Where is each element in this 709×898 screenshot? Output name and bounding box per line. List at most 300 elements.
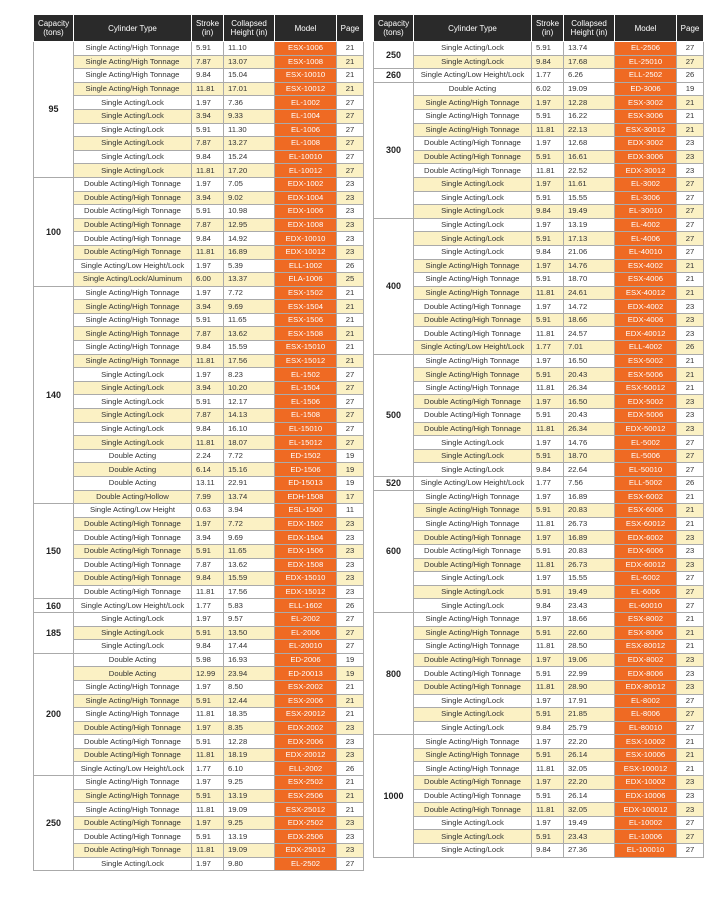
- model-cell: EL-10002: [615, 816, 677, 830]
- page-cell: 27: [337, 422, 364, 436]
- collapsed-height-cell: 22.91: [224, 477, 275, 491]
- stroke-cell: 5.91: [532, 708, 564, 722]
- table-row: [374, 572, 704, 586]
- page-cell: 21: [337, 286, 364, 300]
- model-cell: ESX-100012: [615, 762, 677, 776]
- stroke-cell: 1.97: [532, 218, 564, 232]
- collapsed-height-cell: 9.33: [224, 109, 275, 123]
- page-cell: 23: [337, 844, 364, 858]
- cylinder-type-cell: Single Acting/Lock: [74, 422, 192, 436]
- page-cell: 23: [677, 776, 704, 790]
- stroke-cell: 1.97: [532, 259, 564, 273]
- header-cylinder-type: Cylinder Type: [74, 15, 192, 42]
- table-row: [374, 422, 704, 436]
- cylinder-type-cell: Double Acting/High Tonnage: [414, 300, 532, 314]
- page-cell: 19: [337, 477, 364, 491]
- collapsed-height-cell: 18.70: [564, 449, 615, 463]
- page-cell: 23: [677, 531, 704, 545]
- collapsed-height-cell: 22.99: [564, 667, 615, 681]
- cylinder-type-cell: Double Acting/High Tonnage: [74, 245, 192, 259]
- model-cell: EL-1506: [275, 395, 337, 409]
- stroke-cell: 1.97: [532, 300, 564, 314]
- page-cell: 21: [677, 612, 704, 626]
- model-cell: ESX-50012: [615, 381, 677, 395]
- collapsed-height-cell: 13.07: [224, 55, 275, 69]
- page-cell: 21: [337, 82, 364, 96]
- stroke-cell: 11.81: [532, 762, 564, 776]
- stroke-cell: 9.84: [192, 572, 224, 586]
- cylinder-type-cell: Single Acting/High Tonnage: [414, 259, 532, 273]
- collapsed-height-cell: 26.14: [564, 789, 615, 803]
- cylinder-type-cell: Double Acting/High Tonnage: [414, 395, 532, 409]
- cylinder-type-cell: Single Acting/High Tonnage: [74, 82, 192, 96]
- cylinder-table-left: [33, 14, 364, 871]
- table-row: [34, 490, 364, 504]
- model-cell: ESX-10006: [615, 748, 677, 762]
- cylinder-type-cell: Single Acting/Lock: [414, 191, 532, 205]
- cylinder-type-cell: Single Acting/Lock: [74, 409, 192, 423]
- table-row: [374, 504, 704, 518]
- model-cell: EL-5002: [615, 436, 677, 450]
- header-row: [34, 15, 364, 42]
- stroke-cell: 7.87: [192, 55, 224, 69]
- collapsed-height-cell: 7.05: [224, 177, 275, 191]
- cylinder-type-cell: Double Acting: [74, 449, 192, 463]
- collapsed-height-cell: 10.20: [224, 381, 275, 395]
- model-cell: ED-1502: [275, 449, 337, 463]
- model-cell: ELL-2002: [275, 762, 337, 776]
- collapsed-height-cell: 17.01: [224, 82, 275, 96]
- model-cell: EL-8002: [615, 694, 677, 708]
- model-cell: ESX-5006: [615, 368, 677, 382]
- cylinder-type-cell: Single Acting/Lock: [414, 599, 532, 613]
- page-cell: 26: [337, 259, 364, 273]
- model-cell: ED-3006: [615, 82, 677, 96]
- stroke-cell: 1.97: [532, 531, 564, 545]
- page-cell: 21: [677, 381, 704, 395]
- model-cell: EDX-15012: [275, 585, 337, 599]
- model-cell: ESL-1500: [275, 504, 337, 518]
- stroke-cell: 11.81: [192, 708, 224, 722]
- page-cell: 27: [337, 150, 364, 164]
- model-cell: EDX-100012: [615, 803, 677, 817]
- collapsed-height-cell: 13.74: [224, 490, 275, 504]
- stroke-cell: 11.81: [532, 164, 564, 178]
- page-cell: 27: [337, 857, 364, 871]
- table-row: [374, 626, 704, 640]
- stroke-cell: 1.97: [532, 436, 564, 450]
- collapsed-height-cell: 11.65: [224, 313, 275, 327]
- header-stroke: Stroke (in): [192, 15, 224, 42]
- collapsed-height-cell: 11.65: [224, 544, 275, 558]
- collapsed-height-cell: 17.44: [224, 640, 275, 654]
- page-cell: 17: [337, 490, 364, 504]
- collapsed-height-cell: 26.34: [564, 381, 615, 395]
- cylinder-type-cell: Single Acting/Lock/Aluminum: [74, 273, 192, 287]
- page-cell: 27: [337, 395, 364, 409]
- cylinder-type-cell: Single Acting/Lock: [414, 245, 532, 259]
- cylinder-type-cell: Double Acting/High Tonnage: [414, 776, 532, 790]
- collapsed-height-cell: 14.76: [564, 436, 615, 450]
- cylinder-type-cell: Single Acting/High Tonnage: [414, 735, 532, 749]
- cylinder-type-cell: Single Acting/Lock: [414, 830, 532, 844]
- collapsed-height-cell: 20.83: [564, 504, 615, 518]
- table-row: [374, 96, 704, 110]
- stroke-cell: 11.81: [532, 640, 564, 654]
- page-cell: 21: [677, 640, 704, 654]
- page-cell: 23: [337, 558, 364, 572]
- model-cell: EDH-1508: [275, 490, 337, 504]
- page-cell: 27: [677, 449, 704, 463]
- stroke-cell: 7.87: [192, 327, 224, 341]
- cylinder-type-cell: Double Acting/High Tonnage: [414, 164, 532, 178]
- stroke-cell: 11.81: [532, 422, 564, 436]
- stroke-cell: 7.87: [192, 409, 224, 423]
- collapsed-height-cell: 27.36: [564, 844, 615, 858]
- cylinder-type-cell: Single Acting/High Tonnage: [74, 313, 192, 327]
- collapsed-height-cell: 25.79: [564, 721, 615, 735]
- model-cell: ESX-25012: [275, 803, 337, 817]
- collapsed-height-cell: 9.69: [224, 531, 275, 545]
- model-cell: EDX-25012: [275, 844, 337, 858]
- collapsed-height-cell: 16.50: [564, 354, 615, 368]
- cylinder-type-cell: Single Acting/Lock: [74, 436, 192, 450]
- collapsed-height-cell: 13.62: [224, 327, 275, 341]
- model-cell: EDX-20012: [275, 748, 337, 762]
- page-cell: 23: [677, 137, 704, 151]
- collapsed-height-cell: 11.30: [224, 123, 275, 137]
- table-row: [34, 449, 364, 463]
- stroke-cell: 5.91: [532, 42, 564, 56]
- collapsed-height-cell: 18.19: [224, 748, 275, 762]
- stroke-cell: 11.81: [532, 558, 564, 572]
- table-row: [374, 680, 704, 694]
- table-row: [374, 123, 704, 137]
- cylinder-type-cell: Single Acting/High Tonnage: [74, 42, 192, 56]
- stroke-cell: 5.91: [532, 109, 564, 123]
- page-cell: 23: [337, 544, 364, 558]
- table-row: [374, 313, 704, 327]
- model-cell: ELL-1002: [275, 259, 337, 273]
- model-cell: EL-25010: [615, 55, 677, 69]
- page-cell: 21: [677, 123, 704, 137]
- cylinder-type-cell: Double Acting/High Tonnage: [414, 667, 532, 681]
- cylinder-type-cell: Double Acting/High Tonnage: [414, 803, 532, 817]
- page-cell: 21: [337, 354, 364, 368]
- table-row: [34, 844, 364, 858]
- model-cell: EL-1508: [275, 409, 337, 423]
- model-cell: EL-8006: [615, 708, 677, 722]
- cylinder-type-cell: Single Acting/High Tonnage: [414, 109, 532, 123]
- collapsed-height-cell: 17.68: [564, 55, 615, 69]
- cylinder-type-cell: Single Acting/High Tonnage: [414, 762, 532, 776]
- cylinder-type-cell: Double Acting/High Tonnage: [74, 572, 192, 586]
- stroke-cell: 1.97: [532, 354, 564, 368]
- model-cell: ESX-1506: [275, 313, 337, 327]
- table-row: [374, 137, 704, 151]
- stroke-cell: 5.91: [192, 789, 224, 803]
- model-cell: EL-6006: [615, 585, 677, 599]
- model-cell: ESX-2506: [275, 789, 337, 803]
- cylinder-type-cell: Single Acting/High Tonnage: [414, 517, 532, 531]
- page-cell: 21: [677, 490, 704, 504]
- page-cell: 23: [677, 558, 704, 572]
- cylinder-type-cell: Single Acting/High Tonnage: [414, 273, 532, 287]
- cylinder-type-cell: Double Acting/High Tonnage: [74, 218, 192, 232]
- table-row: [374, 368, 704, 382]
- page-cell: 19: [677, 82, 704, 96]
- table-row: [374, 803, 704, 817]
- stroke-cell: 7.99: [192, 490, 224, 504]
- model-cell: EDX-4006: [615, 313, 677, 327]
- collapsed-height-cell: 13.37: [224, 273, 275, 287]
- table-row: [34, 857, 364, 871]
- page-cell: 23: [337, 572, 364, 586]
- table-row: [34, 517, 364, 531]
- collapsed-height-cell: 13.74: [564, 42, 615, 56]
- cylinder-type-cell: Single Acting/Low Height/Lock: [414, 477, 532, 491]
- model-cell: ELL-2502: [615, 69, 677, 83]
- collapsed-height-cell: 19.49: [564, 816, 615, 830]
- model-cell: EL-3002: [615, 177, 677, 191]
- stroke-cell: 5.91: [532, 830, 564, 844]
- stroke-cell: 1.97: [192, 96, 224, 110]
- model-cell: EDX-3006: [615, 150, 677, 164]
- table-row: [34, 694, 364, 708]
- capacity-cell: 100: [34, 177, 74, 286]
- cylinder-type-cell: Single Acting/High Tonnage: [74, 694, 192, 708]
- collapsed-height-cell: 26.34: [564, 422, 615, 436]
- table-row: [34, 558, 364, 572]
- cylinder-type-cell: Single Acting/High Tonnage: [74, 803, 192, 817]
- header-page: Page: [677, 15, 704, 42]
- page-cell: 23: [677, 544, 704, 558]
- cylinder-type-cell: Double Acting/High Tonnage: [74, 748, 192, 762]
- stroke-cell: 11.81: [192, 585, 224, 599]
- cylinder-type-cell: Single Acting/Lock: [414, 177, 532, 191]
- stroke-cell: 5.91: [532, 449, 564, 463]
- collapsed-height-cell: 16.89: [224, 245, 275, 259]
- page-cell: 21: [337, 776, 364, 790]
- page-cell: 23: [677, 653, 704, 667]
- model-cell: ESX-80012: [615, 640, 677, 654]
- collapsed-height-cell: 16.50: [564, 395, 615, 409]
- stroke-cell: 1.97: [532, 137, 564, 151]
- page-cell: 21: [337, 42, 364, 56]
- collapsed-height-cell: 16.10: [224, 422, 275, 436]
- model-cell: ELA-1006: [275, 273, 337, 287]
- collapsed-height-cell: 21.85: [564, 708, 615, 722]
- table-row: [374, 395, 704, 409]
- collapsed-height-cell: 12.28: [224, 735, 275, 749]
- stroke-cell: 1.97: [192, 776, 224, 790]
- model-cell: ESX-1504: [275, 300, 337, 314]
- model-cell: EDX-40012: [615, 327, 677, 341]
- table-row: [374, 327, 704, 341]
- page-cell: 27: [337, 640, 364, 654]
- collapsed-height-cell: 9.25: [224, 776, 275, 790]
- page-cell: 23: [677, 667, 704, 681]
- model-cell: EDX-6006: [615, 544, 677, 558]
- stroke-cell: 1.77: [192, 762, 224, 776]
- model-cell: EL-2006: [275, 626, 337, 640]
- stroke-cell: 11.81: [192, 164, 224, 178]
- page-cell: 26: [677, 477, 704, 491]
- collapsed-height-cell: 5.83: [224, 599, 275, 613]
- collapsed-height-cell: 15.55: [564, 572, 615, 586]
- table-row: [34, 368, 364, 382]
- stroke-cell: 5.91: [192, 395, 224, 409]
- table-row: [34, 259, 364, 273]
- collapsed-height-cell: 18.07: [224, 436, 275, 450]
- table-row: [34, 164, 364, 178]
- table-row: [34, 409, 364, 423]
- collapsed-height-cell: 3.94: [224, 504, 275, 518]
- table-row: [34, 341, 364, 355]
- stroke-cell: 1.97: [192, 368, 224, 382]
- page-cell: 27: [337, 409, 364, 423]
- page-cell: 27: [677, 232, 704, 246]
- stroke-cell: 9.84: [532, 844, 564, 858]
- table-row: [374, 205, 704, 219]
- page-cell: 23: [337, 517, 364, 531]
- collapsed-height-cell: 13.19: [564, 218, 615, 232]
- model-cell: ESX-5002: [615, 354, 677, 368]
- cylinder-type-cell: Single Acting/Lock: [74, 96, 192, 110]
- table-row: [34, 599, 364, 613]
- stroke-cell: 1.97: [532, 96, 564, 110]
- page-cell: 27: [337, 123, 364, 137]
- cylinder-type-cell: Double Acting/High Tonnage: [74, 558, 192, 572]
- collapsed-height-cell: 7.56: [564, 477, 615, 491]
- stroke-cell: 1.97: [532, 177, 564, 191]
- model-cell: EDX-2502: [275, 816, 337, 830]
- table-row: [374, 748, 704, 762]
- cylinder-type-cell: Single Acting/High Tonnage: [414, 96, 532, 110]
- stroke-cell: 1.77: [532, 341, 564, 355]
- model-cell: EDX-10010: [275, 232, 337, 246]
- capacity-cell: 260: [374, 69, 414, 83]
- cylinder-type-cell: Single Acting/Low Height/Lock: [74, 762, 192, 776]
- collapsed-height-cell: 14.13: [224, 409, 275, 423]
- model-cell: EDX-10012: [275, 245, 337, 259]
- stroke-cell: 1.77: [532, 69, 564, 83]
- model-cell: ED-2006: [275, 653, 337, 667]
- collapsed-height-cell: 23.94: [224, 667, 275, 681]
- page-cell: 23: [677, 327, 704, 341]
- table-row: [34, 721, 364, 735]
- cylinder-type-cell: Single Acting/High Tonnage: [414, 612, 532, 626]
- stroke-cell: 1.97: [192, 680, 224, 694]
- model-cell: ELL-4002: [615, 341, 677, 355]
- stroke-cell: 9.84: [192, 232, 224, 246]
- table-row: [34, 218, 364, 232]
- stroke-cell: 5.91: [192, 42, 224, 56]
- collapsed-height-cell: 17.13: [564, 232, 615, 246]
- model-cell: EL-1004: [275, 109, 337, 123]
- table-row: [34, 42, 364, 56]
- model-cell: EL-1504: [275, 381, 337, 395]
- model-cell: EDX-8002: [615, 653, 677, 667]
- stroke-cell: 11.81: [192, 245, 224, 259]
- table-row: [374, 721, 704, 735]
- stroke-cell: 9.84: [532, 599, 564, 613]
- stroke-cell: 11.81: [532, 286, 564, 300]
- page-cell: 21: [677, 504, 704, 518]
- model-cell: ELL-5002: [615, 477, 677, 491]
- model-cell: ESX-8002: [615, 612, 677, 626]
- capacity-cell: 300: [374, 82, 414, 218]
- page-cell: 21: [677, 368, 704, 382]
- page-cell: 19: [337, 449, 364, 463]
- stroke-cell: 5.91: [532, 273, 564, 287]
- cylinder-type-cell: Single Acting/High Tonnage: [74, 776, 192, 790]
- cylinder-type-cell: Double Acting/High Tonnage: [74, 844, 192, 858]
- cylinder-table-right: [373, 14, 704, 858]
- collapsed-height-cell: 16.22: [564, 109, 615, 123]
- table-row: [34, 612, 364, 626]
- cylinder-type-cell: Double Acting/Hollow: [74, 490, 192, 504]
- cylinder-type-cell: Single Acting/High Tonnage: [74, 354, 192, 368]
- model-cell: EDX-2002: [275, 721, 337, 735]
- cylinder-type-cell: Double Acting/High Tonnage: [414, 789, 532, 803]
- cylinder-type-cell: Double Acting/High Tonnage: [74, 232, 192, 246]
- table-row: [374, 544, 704, 558]
- page-cell: 27: [677, 463, 704, 477]
- collapsed-height-cell: 7.01: [564, 341, 615, 355]
- table-row: [374, 409, 704, 423]
- page-cell: 27: [337, 381, 364, 395]
- stroke-cell: 2.24: [192, 449, 224, 463]
- collapsed-height-cell: 26.73: [564, 558, 615, 572]
- table-row: [374, 653, 704, 667]
- model-cell: ESX-6006: [615, 504, 677, 518]
- stroke-cell: 1.97: [532, 490, 564, 504]
- table-row: [374, 789, 704, 803]
- model-cell: ESX-2502: [275, 776, 337, 790]
- page-cell: 27: [677, 436, 704, 450]
- table-body-left: [34, 42, 364, 871]
- page-cell: 21: [677, 286, 704, 300]
- collapsed-height-cell: 7.36: [224, 96, 275, 110]
- stroke-cell: 5.91: [532, 504, 564, 518]
- collapsed-height-cell: 32.05: [564, 803, 615, 817]
- model-cell: ESX-60012: [615, 517, 677, 531]
- model-cell: EDX-1004: [275, 191, 337, 205]
- table-row: [374, 341, 704, 355]
- header-capacity: Capacity (tons): [374, 15, 414, 42]
- collapsed-height-cell: 16.93: [224, 653, 275, 667]
- stroke-cell: 9.84: [192, 640, 224, 654]
- model-cell: ESX-15010: [275, 341, 337, 355]
- model-cell: ESX-3002: [615, 96, 677, 110]
- collapsed-height-cell: 13.27: [224, 137, 275, 151]
- model-cell: ESX-20012: [275, 708, 337, 722]
- cylinder-type-cell: Single Acting/Lock: [414, 232, 532, 246]
- stroke-cell: 3.94: [192, 109, 224, 123]
- table-row: [374, 354, 704, 368]
- collapsed-height-cell: 9.69: [224, 300, 275, 314]
- model-cell: EDX-2006: [275, 735, 337, 749]
- table-row: [374, 191, 704, 205]
- page-cell: 27: [677, 177, 704, 191]
- table-row: [374, 735, 704, 749]
- page-cell: 21: [337, 300, 364, 314]
- cylinder-type-cell: Double Acting: [414, 82, 532, 96]
- page-cell: 23: [337, 245, 364, 259]
- model-cell: ESX-40012: [615, 286, 677, 300]
- stroke-cell: 5.91: [192, 830, 224, 844]
